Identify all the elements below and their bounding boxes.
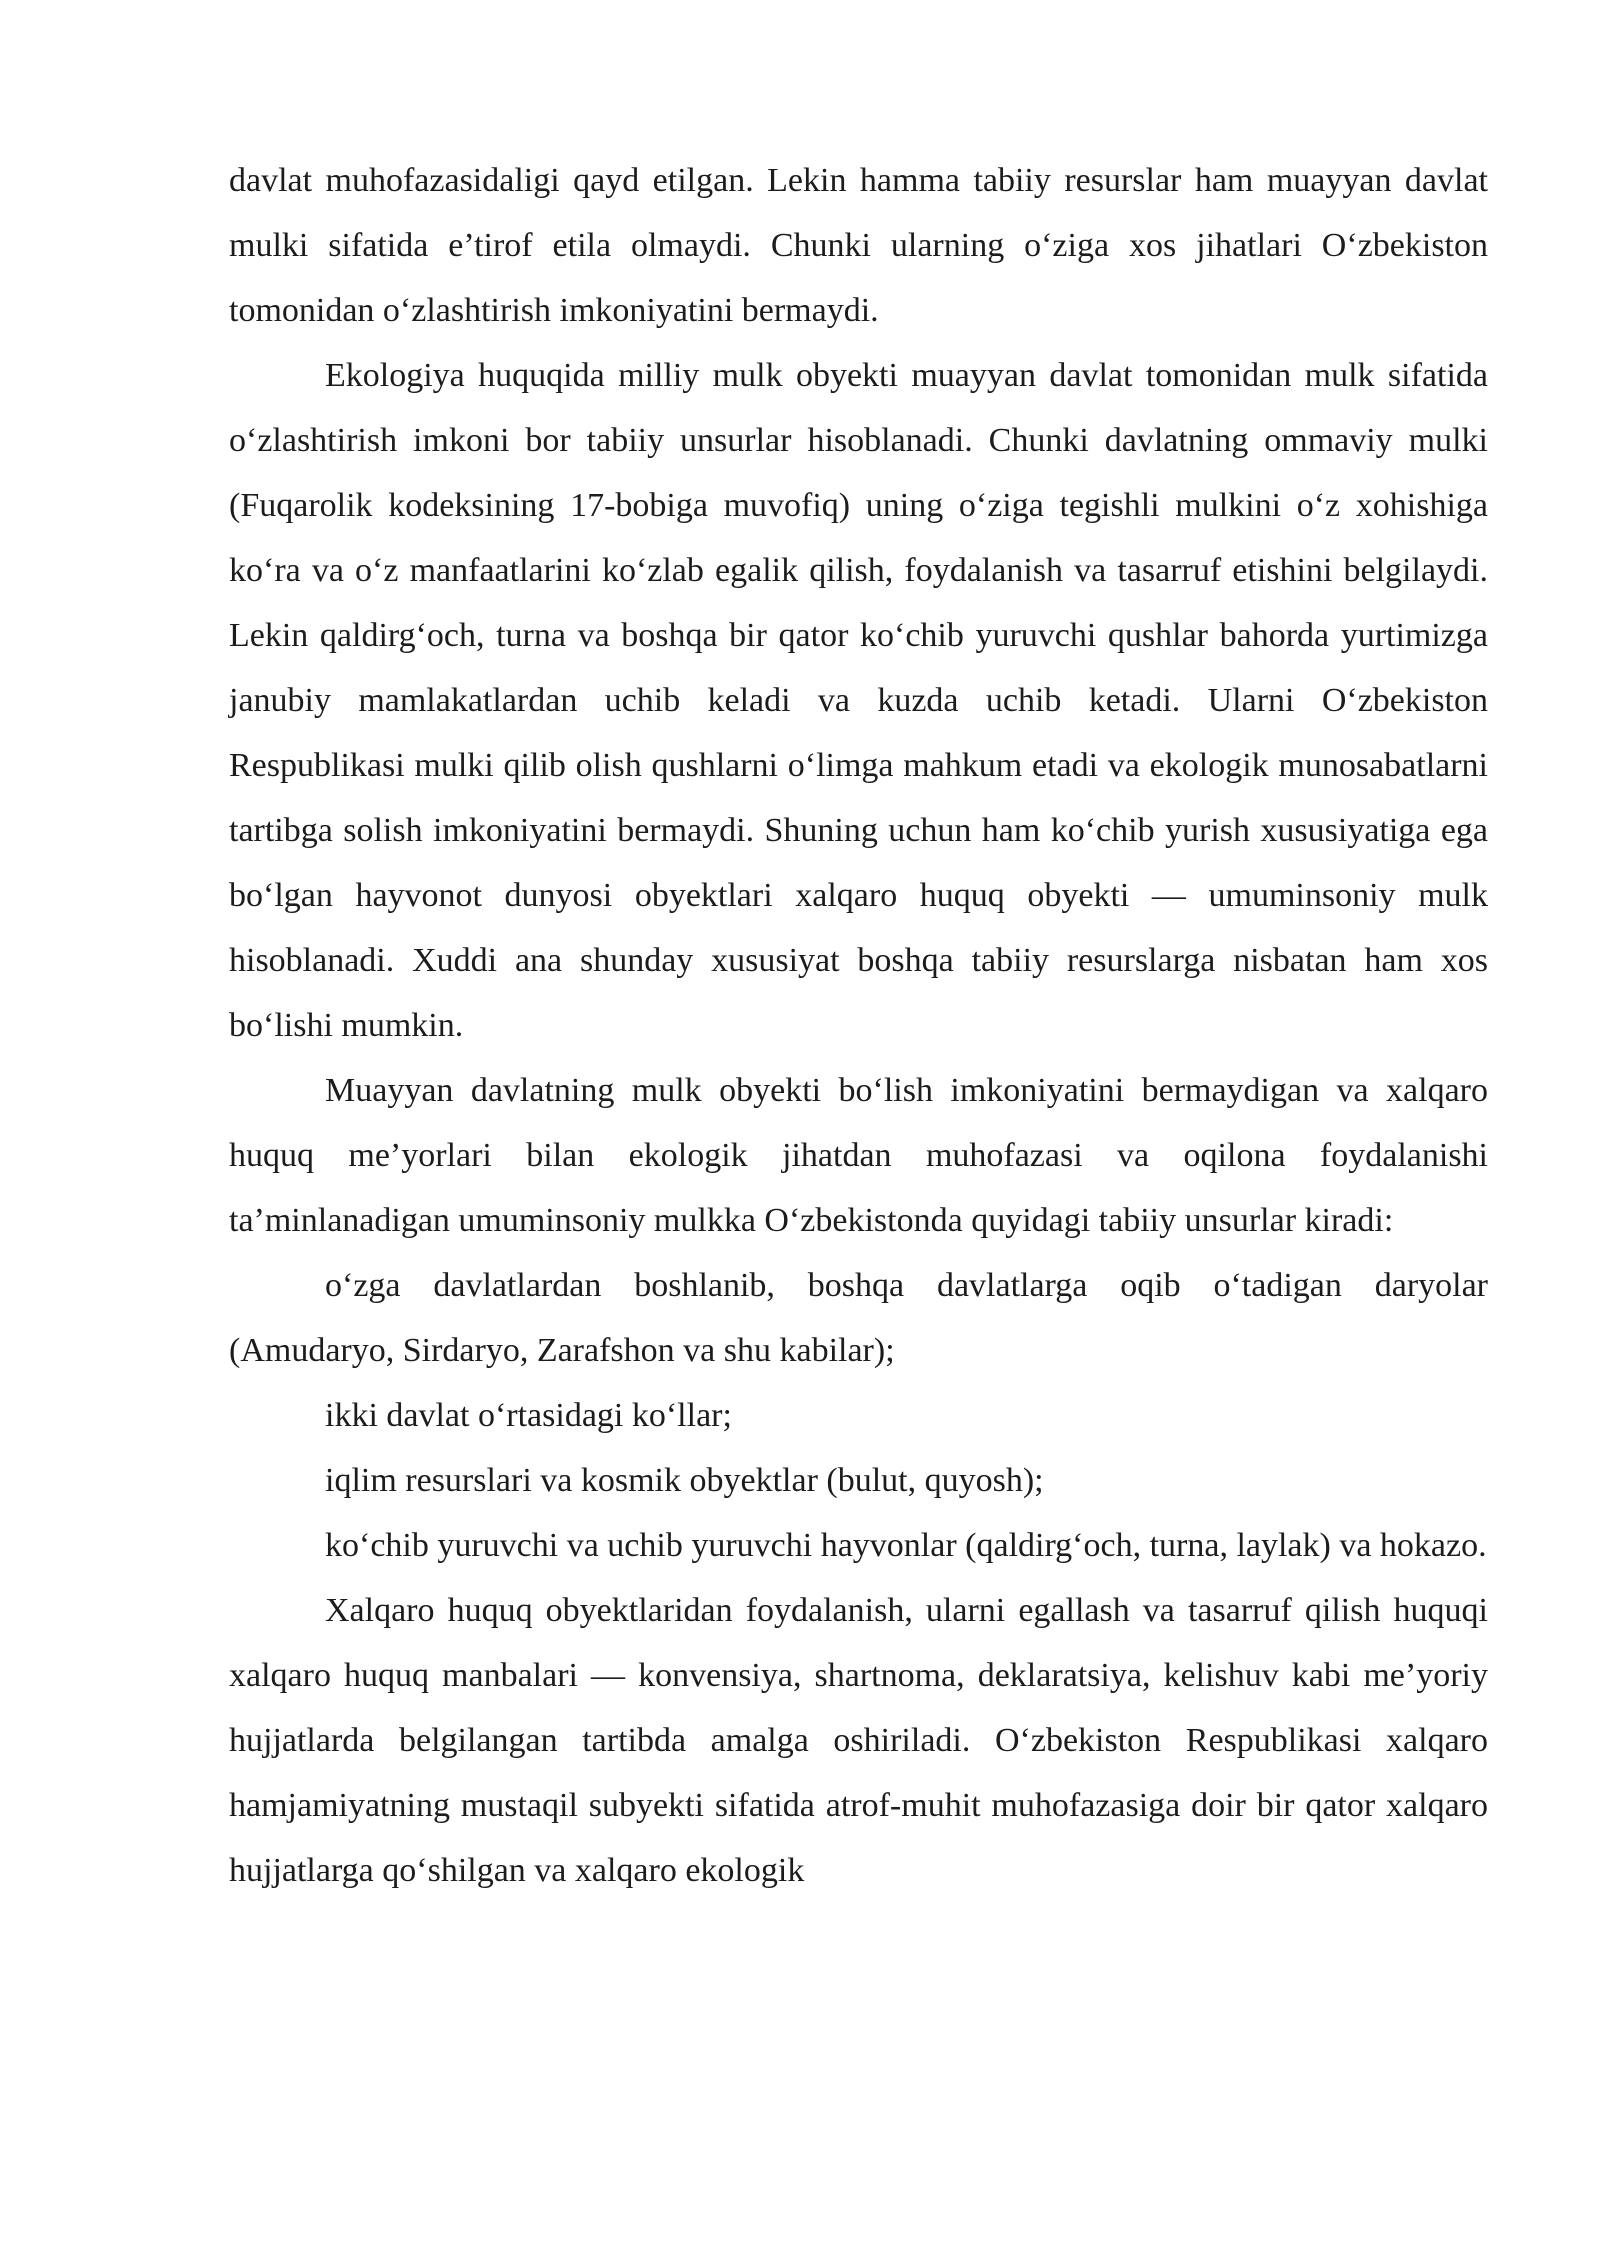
list-item-lakes: ikki davlat o‘rtasidagi ko‘llar; <box>325 1397 732 1434</box>
list-item-animals: ko‘chib yuruvchi va uchib yuruvchi hayvonlar (qaldirg‘och, turna, laylak) va hokazo. <box>325 1527 1487 1564</box>
list-item-rivers: o‘zga davlatlardan boshlanib, boshqa davlatlarga oqib o‘tadigan daryolar (Amudaryo, Sirdaryo, Zarafshon va shu kabilar); <box>229 1267 1488 1369</box>
paragraph-national-property: Ekologiya huquqida milliy mulk obyekti muayyan davlat tomonidan mulk sifatida o‘zlashtirish imkoni bor tabiiy unsurlar hisoblanadi. Chunki davlatning ommaviy mulki (Fuqarolik kodeksining 17-bobiga muvofiq) uning o‘ziga tegishli mulkini o‘z xohishiga ko‘ra va o‘z manfaatlarini ko‘zlab egalik qilish, foydalanish va tasarruf etishini belgilaydi. Lekin qaldirg‘och, turna va boshqa bir qator ko‘chib yuruvchi qushlar bahorda yurtimizga janubiy mamlakatlardan uchib keladi va kuzda uchib ketadi. Ularni O‘zbekiston Respublikasi mulki qilib olish qushlarni o‘limga mahkum etadi va ekologik munosabatlarni tartibga solish imkoniyatini bermaydi. Shuning uchun ham ko‘chib yurish xususiyatiga ega bo‘lgan hayvonot dunyosi obyektlari xalqaro huquq obyekti — umuminsoniy mulk hisoblanadi. Xuddi ana shunday xususiyat boshqa tabiiy resurslarga nisbatan ham xos bo‘lishi mumkin. <box>229 357 1488 1044</box>
paragraph-continuation: davlat muhofazasidaligi qayd etilgan. Lekin hamma tabiiy resurslar ham muayyan davlat mulki sifatida e’tirof etila olmaydi. Chunki ularning o‘ziga xos jihatlari O‘zbekiston tomonidan o‘zlashtirish imkoniyatini bermaydi. <box>229 162 1488 329</box>
list-item-climate: iqlim resurslari va kosmik obyektlar (bulut, quyosh); <box>325 1462 1044 1499</box>
paragraph-international-law: Xalqaro huquq obyektlaridan foydalanish, ularni egallash va tasarruf qilish huquqi xalqaro huquq manbalari — konvensiya, shartnoma, deklaratsiya, kelishuv kabi me’yoriy hujjatlarda belgilangan tartibda amalga oshiriladi. O‘zbekiston Respublikasi xalqaro hamjamiyatning mustaqil subyekti sifatida atrof-muhit muhofazasiga doir bir qator xalqaro hujjatlarga qo‘shilgan va xalqaro ekologik <box>229 1592 1488 1889</box>
document-page <box>229 148 1488 1903</box>
paragraph-universal-property: Muayyan davlatning mulk obyekti bo‘lish imkoniyatini bermaydigan va xalqaro huquq me’yorlari bilan ekologik jihatdan muhofazasi va oqilona foydalanishi ta’minlanadigan umuminsoniy mulkka O‘zbekistonda quyidagi tabiiy unsurlar kiradi: <box>229 1072 1488 1239</box>
